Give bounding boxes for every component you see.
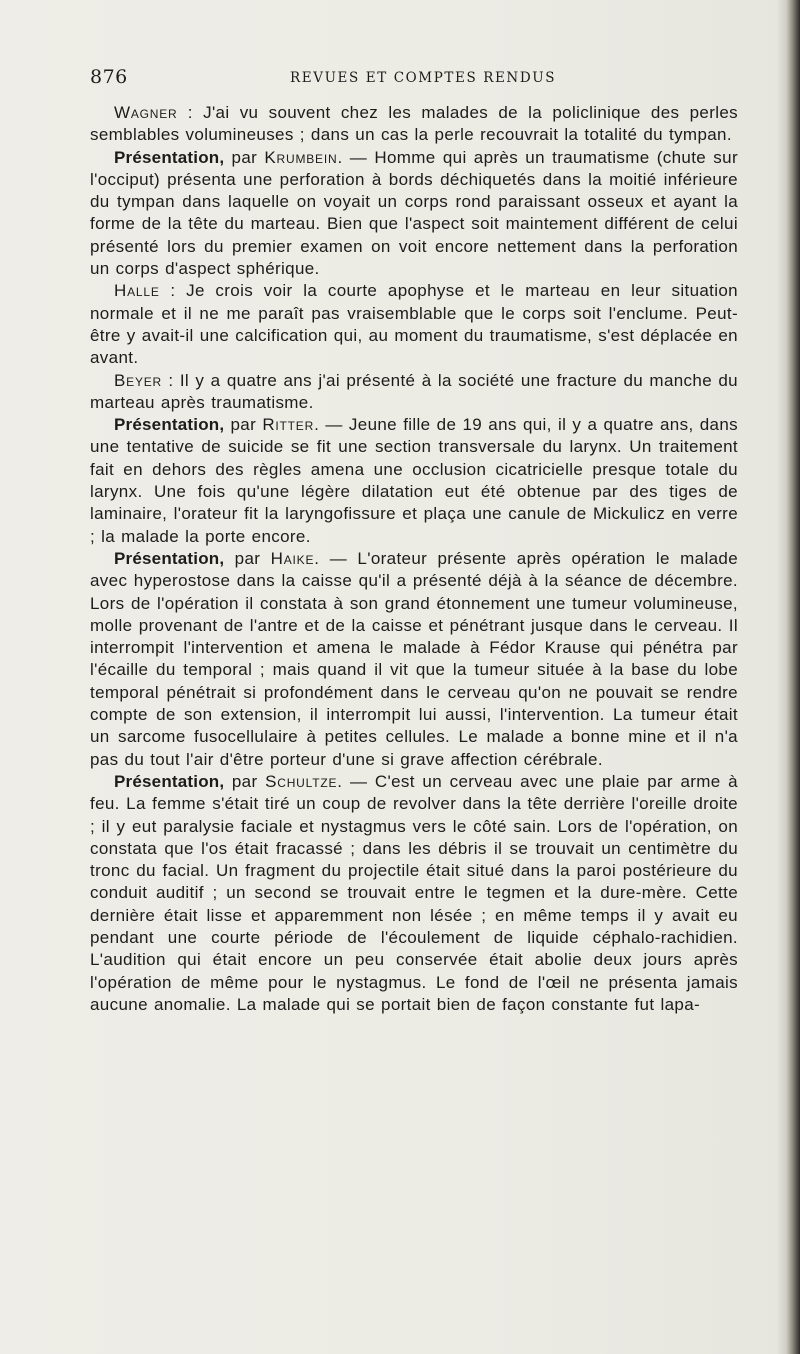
speaker-name: Krumbein: [264, 147, 338, 167]
separator: :: [159, 281, 187, 301]
body-text: [90, 102, 738, 1016]
paragraph-krumbein: [90, 147, 738, 281]
presentation-heading: Présentation,: [114, 415, 225, 435]
separator: . —: [314, 415, 349, 435]
paragraph-haike: [90, 548, 738, 771]
separator: :: [162, 370, 180, 390]
paragraph-halle: [90, 280, 738, 369]
presentation-heading: Présentation,: [114, 147, 225, 167]
paragraph-body: Je crois voir la courte apophyse et le marteau en leur situation normale et il ne me paraît pas vraisemblable que le corps soit l'enclume. Peut-être y avait-il une calcification qui, au moment du traumatisme, s'est déplacée en avant.: [90, 281, 738, 368]
separator: . —: [337, 147, 375, 167]
speaker-name: Wagner: [114, 103, 178, 122]
par-word: par: [224, 548, 271, 568]
paragraph-body: C'est un cerveau avec une plaie par arme à feu. La femme s'était tiré un coup de revolver dans la tête derrière l'oreille droite ; il y eut paralysie faciale et nystagmus vers le côté sain. Lors de l'opération, on constata que l'os était fracassé ; dans les débris il se trouvait un centimètre du tronc du facial. Un fragment du projectile était situé dans la paroi postérieure du conduit auditif ; un second se trouvait entre le tegmen et la dure-mère. Cette dernière était lisse et apparemment non lésée ; en même temps il y avait eu pendant une courte période de l'écoulement de liquide céphalo-rachidien. L'audition qui était encore un peu conservée était abolie deux jours après l'opération de même pour le nystagmus. Le fond de l'œil ne présenta jamais aucune anomalie. La malade qui se portait bien de façon constante fut lapa-: [90, 771, 738, 1014]
separator: :: [177, 103, 204, 122]
paragraph-wagner: [90, 102, 738, 147]
page-header: [90, 66, 746, 92]
paragraph-body: J'ai vu souvent chez les malades de la policlinique des perles semblables volumineuses ; dans un cas la perle recouvrait la totalité du tympan.: [90, 103, 738, 145]
speaker-name: Haike: [270, 548, 315, 568]
speaker-name: Halle: [114, 281, 160, 301]
par-word: par: [224, 415, 263, 435]
binding-shadow: [776, 0, 786, 1354]
book-spine-edge: [786, 0, 800, 1354]
separator: . —: [314, 548, 358, 568]
separator: . —: [337, 771, 375, 791]
paragraph-beyer: [90, 370, 738, 415]
running-title: REVUES ET COMPTES RENDUS: [290, 70, 557, 86]
speaker-name: Schultze: [265, 771, 338, 791]
paragraph-body: Homme qui après un traumatisme (chute sur l'occiput) présenta une perforation à bords déchiquetés dans la moitié inférieure du tympan dans laquelle on voyait un corps rond paraissant osseux et ayant la forme de la tête du marteau. Bien que l'aspect soit maintement différent de celui présenté lors du premier examen on voit encore nettement dans la perforation un corps d'aspect sphérique.: [90, 147, 738, 279]
par-word: par: [224, 771, 266, 791]
paragraph-body: Il y a quatre ans j'ai présenté à la société une fracture du manche du marteau après traumatisme.: [90, 370, 738, 412]
paragraph-body: L'orateur présente après opération le malade avec hyperostose dans la caisse qu'il a présenté déjà à la séance de décembre. Lors de l'opération il constata à son grand étonnement une tumeur volumineuse, molle provenant de l'antre et de la caisse et pénétrant jusque dans le cerveau. Il interrompit l'intervention et amena le malade à Fédor Krause qui pénétra par l'écaille du temporal ; mais quand il vit que la tumeur située à la base du lobe temporal pénétrait si profondément dans le cerveau qu'on ne pouvait se rendre compte de son extension, il interrompit lui aussi, l'intervention. La tumeur était un sarcome fusocellulaire à petites cellules. Le malade a bonne mine et il n'a pas du tout l'air d'être porteur d'une si grave affection cérébrale.: [90, 548, 738, 769]
par-word: par: [224, 147, 265, 167]
speaker-name: Beyer: [114, 370, 163, 390]
presentation-heading: Présentation,: [114, 548, 225, 568]
page-number: 876: [90, 66, 128, 88]
paragraph-ritter: [90, 414, 738, 548]
presentation-heading: Présentation,: [114, 771, 225, 791]
speaker-name: Ritter: [262, 415, 315, 435]
paragraph-schultze: [90, 771, 738, 1016]
paragraph-body: Jeune fille de 19 ans qui, il y a quatre ans, dans une tentative de suicide se fit une section transversale du larynx. Un traitement fait en dehors des règles amena une occlusion cicatricielle presque totale du larynx. Une fois qu'une légère dilatation eut été obtenue par des tiges de laminaire, l'orateur fit la laryngofissure et plaça une canule de Mickulicz en verre ; la malade la porte encore.: [90, 415, 738, 546]
